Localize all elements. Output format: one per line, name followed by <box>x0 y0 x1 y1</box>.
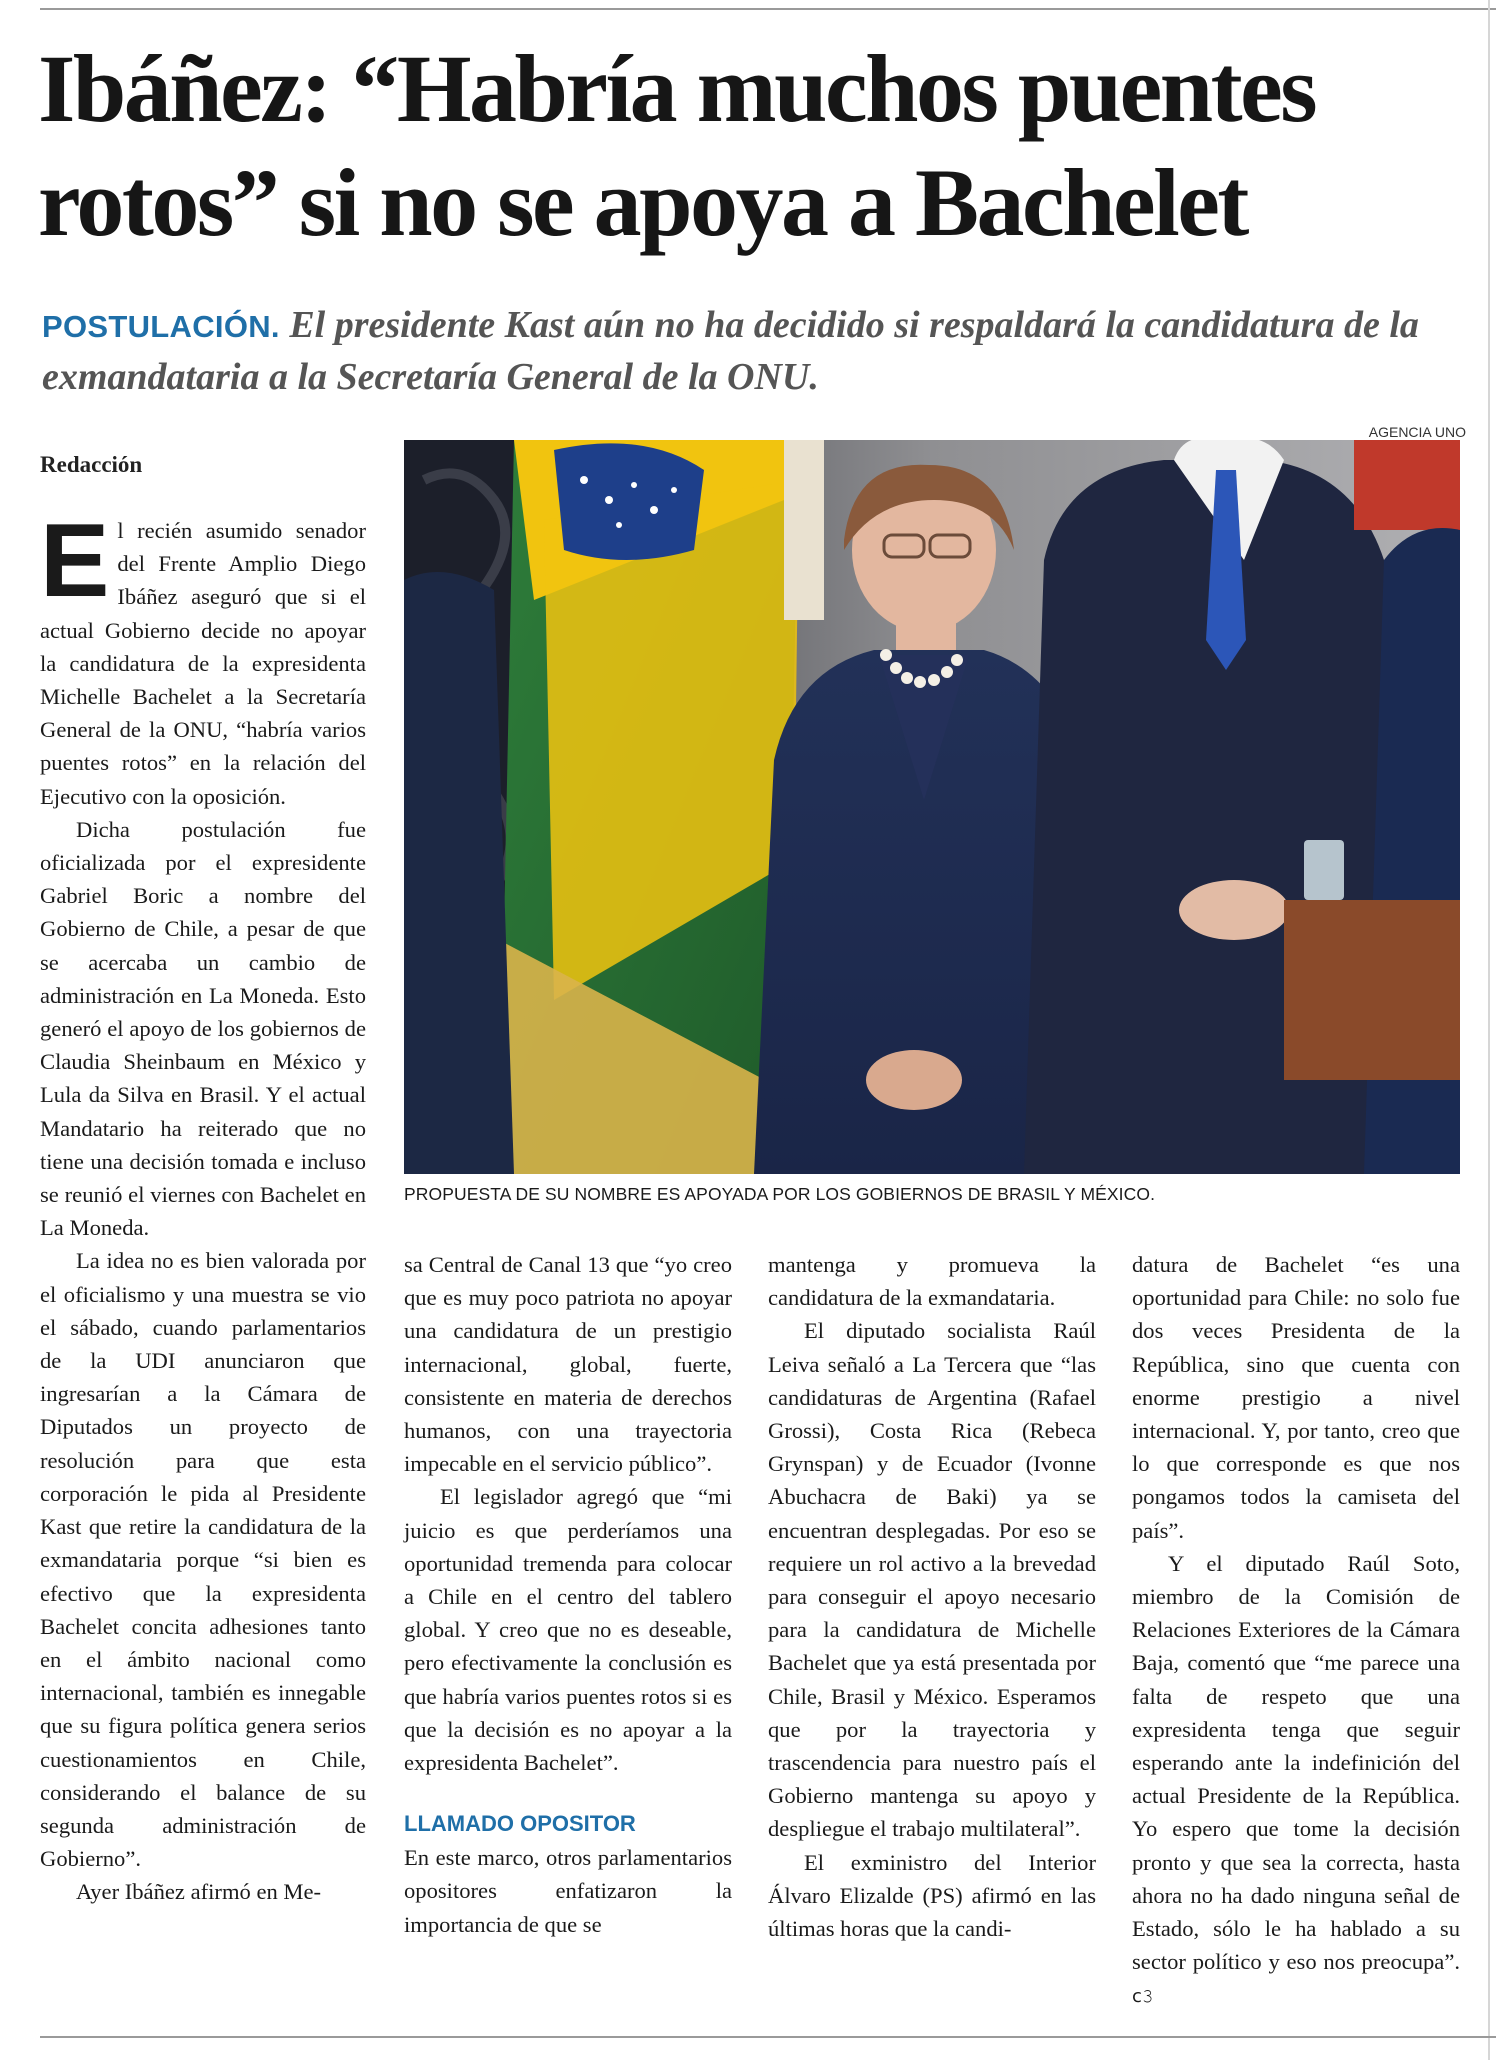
paragraph: El recién asumido senador del Frente Amplio Diego Ibáñez aseguró que si el actual Gobierno decide no apoyar la candidatura de la expresidenta Michelle Bachelet a la Secretaría General de la ONU, “habría varios puentes rotos” en la relación del Ejecutivo con la oposición. <box>40 503 366 809</box>
deck-kicker: POSTULACIÓN. <box>42 309 280 344</box>
paragraph: En este marco, otros parlamentarios opositores enfatizaron la importancia de que se <box>404 1845 732 1937</box>
right-rule <box>1488 0 1490 2060</box>
photo-illustration <box>404 440 1460 1174</box>
paragraph: Ayer Ibáñez afirmó en Me- <box>76 1879 322 1905</box>
byline: Redacción <box>40 452 143 477</box>
deck-text: El presidente Kast aún no ha decidido si respaldará la candidatura de la exmandataria a la Secretaría General de la ONU. <box>42 304 1419 398</box>
bottom-rule <box>40 2036 1496 2038</box>
subhead: LLAMADO OPOSITOR <box>404 1811 636 1837</box>
column-4 <box>1132 1248 1460 2014</box>
paragraph: Y el diputado Raúl Soto, miembro de la Comisión de Relaciones Exteriores de la Cámara Baja, comentó que “me parece una falta de respeto que una expresidenta tenga que seguir esperando ante la indefinición del actual Presidente de la República. Yo espero que tome la decisión pronto y que sea la correcta, hasta ahora no ha dado ninguna señal de Estado, sólo le ha hablado a su sector político y eso nos preocupa”. ᴄ𝟹 <box>1132 1550 1460 2008</box>
column-1 <box>40 503 366 1909</box>
paragraph: mantenga y promueva la candidatura de la exmandataria. <box>768 1252 1096 1311</box>
paragraph: sa Central de Canal 13 que “yo creo que es muy poco patriota no apoyar una candidatura de un prestigio internacional, global, fuerte, consistente en materia de derechos humanos, con una trayectoria impecable en el servicio público”. <box>404 1252 732 1477</box>
paragraph: La idea no es bien valorada por el oficialismo y una muestra se vio el sábado, cuando parlamentarios de la UDI anunciaron que ingresarían a la Cámara de Diputados un proyecto de resolución para que esta corporación le pida al Presidente Kast que retire la candidatura de la exmandataria porque “si bien es efectivo que la expresidenta Bachelet concita adhesiones tanto en el ámbito nacional como internacional, también es innegable que su figura política genera serios cuestionamientos en Chile, considerando el balance de su segunda administración de Gobierno”. <box>40 1248 366 1872</box>
top-rule <box>40 8 1496 10</box>
paragraph: El legislador agregó que “mi juicio es que perderíamos una oportunidad tremenda para colocar a Chile en el centro del tablero global. Y creo que no es deseable, pero efectivamente la conclusión es que habría varios puentes rotos si es que la decisión es no apoyar a la expresidenta Bachelet”. <box>404 1484 732 1776</box>
paragraph: El exministro del Interior Álvaro Elizalde (PS) afirmó en las últimas horas que la candi- <box>768 1849 1096 1942</box>
end-mark: ᴄ𝟹 <box>1132 1986 1154 2008</box>
drop-cap: E <box>40 503 110 619</box>
photo-caption: PROPUESTA DE SU NOMBRE ES APOYADA POR LOS GOBIERNOS DE BRASIL Y MÉXICO. <box>404 1184 1156 1204</box>
deck <box>42 300 1462 402</box>
headline: Ibáñez: “Habría muchos puentes rotos” si no se apoya a Bachelet <box>38 35 1316 256</box>
column-3 <box>768 1248 1096 1945</box>
photo-credit: AGENCIA UNO <box>1368 424 1466 440</box>
paragraph: El diputado socialista Raúl Leiva señaló a La Tercera que “las candidaturas de Argentina (Rafael Grossi), Costa Rica (Rebeca Grynspan) y de Ecuador (Ivonne Abuchacra de Baki) ya se encuentran desplegadas. Por eso se requiere un rol activo a la brevedad para conseguir el apoyo necesario para la candidatura de Michelle Bachelet que ya está presentada por Chile, Brasil y México. Esperamos que por la trayectoria y trascendencia para nuestro país el Gobierno mantenga su apoyo y despliegue el trabajo multilateral”. <box>768 1318 1096 1842</box>
news-photo <box>404 440 1460 1174</box>
paragraph: datura de Bachelet “es una oportunidad para Chile: no solo fue dos veces Presidenta de la República, sino que cuenta con enorme prestigio a nivel internacional. Y, por tanto, creo que lo que corresponde es que nos pongamos todos la camiseta del país”. <box>1132 1252 1460 1543</box>
paragraph: Dicha postulación fue oficializada por el expresidente Gabriel Boric a nombre del Gobierno de Chile, a pesar de que se acercaba un cambio de administración en La Moneda. Esto generó el apoyo de los gobiernos de Claudia Sheinbaum en México y Lula da Silva en Brasil. Y el actual Mandatario ha reiterado que no tiene una decisión tomada e incluso se reunió el viernes con Bachelet en La Moneda. <box>40 816 366 1241</box>
column-2 <box>404 1248 732 1941</box>
